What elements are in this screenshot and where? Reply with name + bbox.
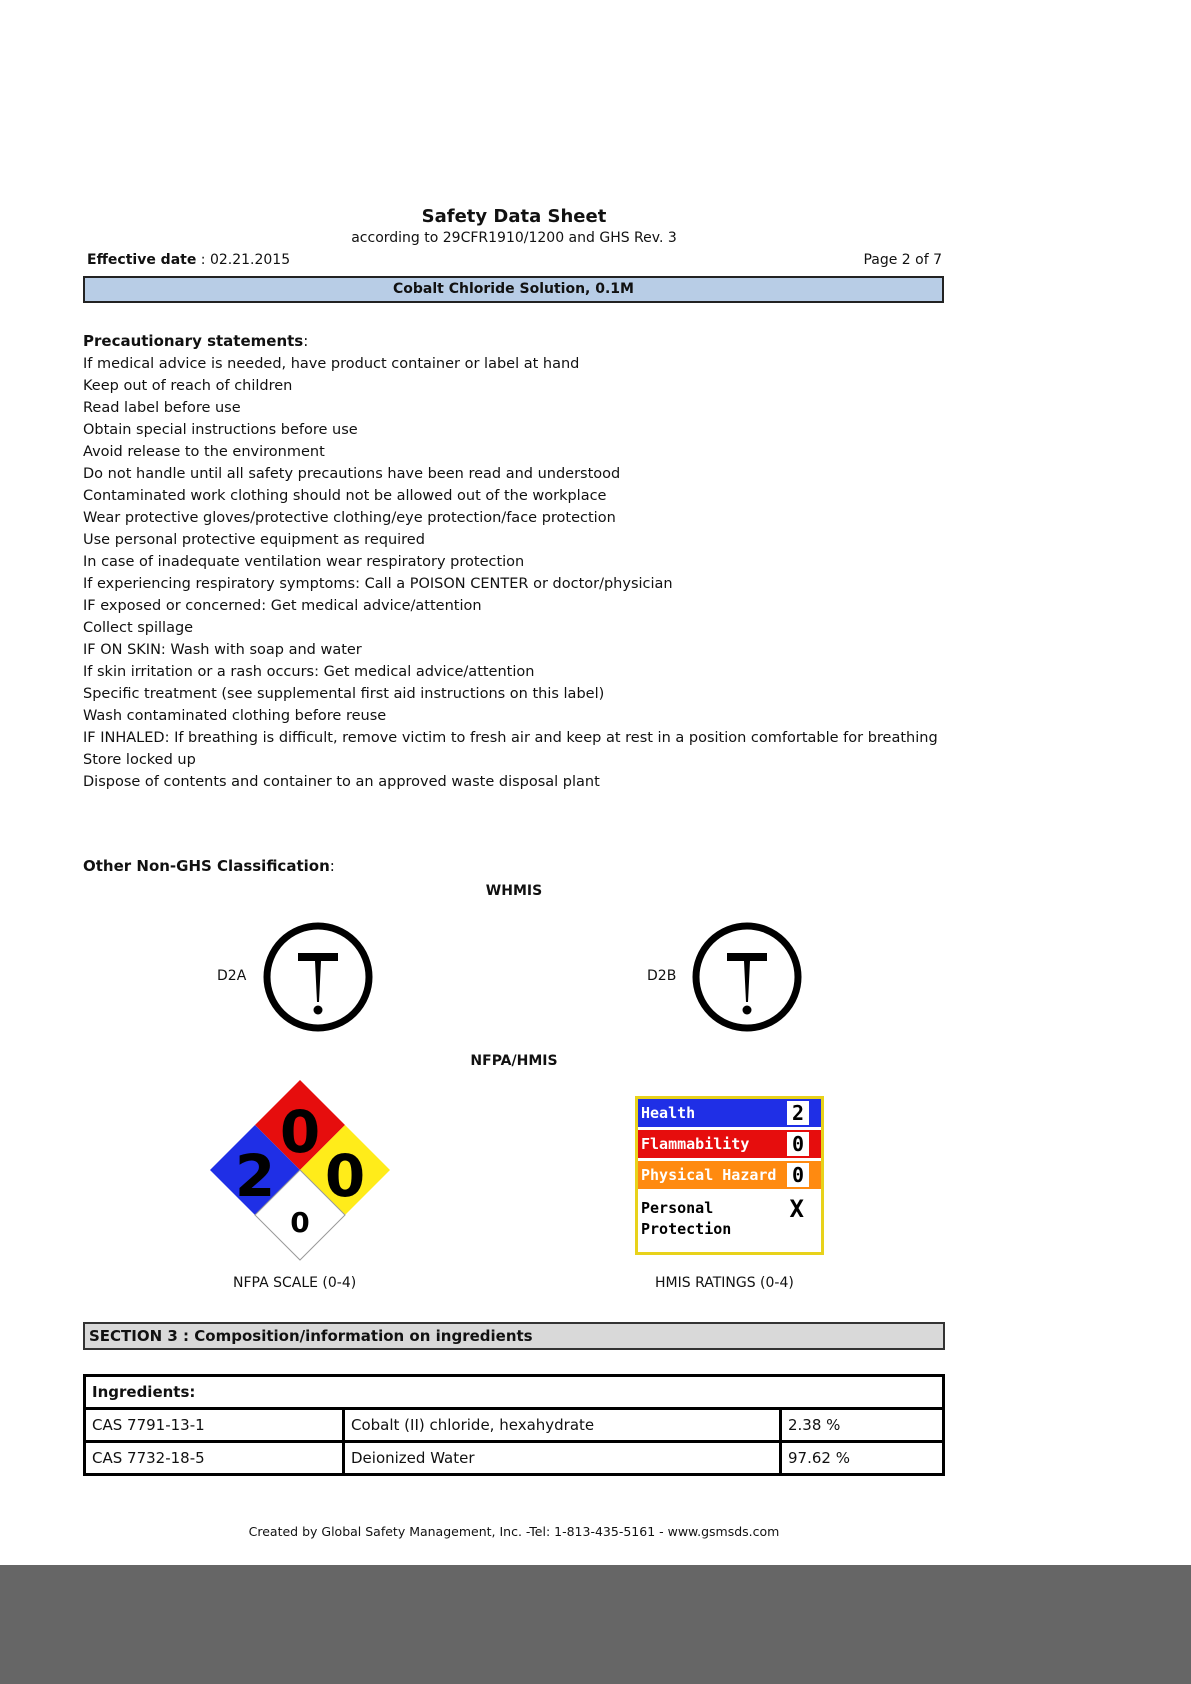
hmis-health-value: 2 xyxy=(787,1101,809,1125)
page-number: Page 2 of 7 xyxy=(863,252,942,268)
toxic-d2b-icon xyxy=(690,920,804,1034)
precautionary-list xyxy=(83,353,943,793)
hmis-pp-line-1: Personal xyxy=(641,1199,714,1217)
hmis-physical-hazard-label: Physical Hazard xyxy=(641,1166,777,1184)
hmis-flammability-row xyxy=(638,1130,821,1158)
hmis-personal-protection-label xyxy=(641,1198,731,1240)
ingredients-table xyxy=(83,1374,945,1476)
list-item: Do not handle until all safety precautions have been read and understood xyxy=(83,466,621,482)
table-row xyxy=(85,1442,944,1475)
d2a-label: D2A xyxy=(217,968,247,984)
percent-cell: 97.62 % xyxy=(781,1442,944,1475)
hmis-label-box xyxy=(635,1096,824,1255)
whmis-label: WHMIS xyxy=(485,883,543,899)
nfpa-hmis-label: NFPA/HMIS xyxy=(470,1053,558,1069)
list-item: If skin irritation or a rash occurs: Get medical advice/attention xyxy=(83,664,535,680)
product-name-bar: Cobalt Chloride Solution, 0.1M xyxy=(83,276,944,303)
other-classification-heading xyxy=(83,857,335,875)
ingredient-name-cell: Cobalt (II) chloride, hexahydrate xyxy=(344,1409,781,1442)
viewer-background-bar xyxy=(0,1565,1191,1684)
precautionary-heading-text: Precautionary statements xyxy=(83,332,304,350)
precautionary-heading xyxy=(83,332,308,350)
ingredients-heading: Ingredients: xyxy=(85,1376,944,1409)
nfpa-flammability-value: 0 xyxy=(279,1098,321,1166)
list-item: Wash contaminated clothing before reuse xyxy=(83,708,387,724)
list-item: Contaminated work clothing should not be allowed out of the workplace xyxy=(83,488,607,504)
list-item: Use personal protective equipment as required xyxy=(83,532,425,548)
toxic-dot xyxy=(314,1006,323,1015)
hmis-personal-protection-value: X xyxy=(789,1195,804,1223)
ingredient-name-cell: Deionized Water xyxy=(344,1442,781,1475)
list-item: IF INHALED: If breathing is difficult, remove victim to fresh air and keep at rest in a position comfortable for breathing xyxy=(83,730,938,746)
toxic-t-shape xyxy=(298,953,338,1002)
hmis-physical-hazard-row xyxy=(638,1161,821,1189)
nfpa-health-value: 2 xyxy=(234,1142,276,1210)
toxic-t-shape xyxy=(727,953,767,1002)
list-item: Store locked up xyxy=(83,752,196,768)
hmis-health-row xyxy=(638,1099,821,1127)
cas-cell: CAS 7791-13-1 xyxy=(85,1409,344,1442)
effective-date-label: Effective date xyxy=(87,252,197,268)
document-footer: Created by Global Safety Management, Inc. -Tel: 1-813-435-5161 - www.gsmsds.com xyxy=(248,1524,780,1539)
percent-cell: 2.38 % xyxy=(781,1409,944,1442)
hmis-flammability-label: Flammability xyxy=(641,1135,750,1153)
hmis-flammability-value: 0 xyxy=(787,1132,809,1156)
d2b-label: D2B xyxy=(647,968,677,984)
list-item: In case of inadequate ventilation wear respiratory protection xyxy=(83,554,525,570)
hmis-ratings-caption: HMIS RATINGS (0-4) xyxy=(655,1275,794,1291)
effective-date xyxy=(87,252,290,268)
list-item: Dispose of contents and container to an approved waste disposal plant xyxy=(83,774,600,790)
toxic-d2a-icon xyxy=(261,920,375,1034)
nfpa-diamond xyxy=(202,1078,398,1274)
other-classification-heading-colon: : xyxy=(329,857,335,875)
precautionary-heading-colon: : xyxy=(303,332,309,350)
list-item: Specific treatment (see supplemental first aid instructions on this label) xyxy=(83,686,605,702)
table-header-row xyxy=(85,1376,944,1409)
list-item: If experiencing respiratory symptoms: Call a POISON CENTER or doctor/physician xyxy=(83,576,673,592)
list-item: Read label before use xyxy=(83,400,241,416)
toxic-dot xyxy=(743,1006,752,1015)
list-item: If medical advice is needed, have product container or label at hand xyxy=(83,356,580,372)
section-3-header: SECTION 3 : Composition/information on ingredients xyxy=(83,1322,945,1350)
effective-date-value: : 02.21.2015 xyxy=(196,252,291,268)
list-item: Obtain special instructions before use xyxy=(83,422,358,438)
hmis-health-label: Health xyxy=(641,1104,696,1122)
table-row xyxy=(85,1409,944,1442)
nfpa-scale-caption: NFPA SCALE (0-4) xyxy=(233,1275,357,1291)
list-item: Wear protective gloves/protective clothing/eye protection/face protection xyxy=(83,510,616,526)
hmis-physical-hazard-value: 0 xyxy=(787,1163,809,1187)
nfpa-special-value: 0 xyxy=(290,1206,310,1239)
other-classification-heading-text: Other Non-GHS Classification xyxy=(83,857,330,875)
list-item: Keep out of reach of children xyxy=(83,378,293,394)
document-title: Safety Data Sheet xyxy=(421,206,607,227)
hmis-pp-line-2: Protection xyxy=(641,1220,732,1238)
list-item: IF exposed or concerned: Get medical advice/attention xyxy=(83,598,482,614)
list-item: IF ON SKIN: Wash with soap and water xyxy=(83,642,362,658)
document-subtitle: according to 29CFR1910/1200 and GHS Rev. 3 xyxy=(351,230,677,246)
nfpa-reactivity-value: 0 xyxy=(324,1142,366,1210)
cas-cell: CAS 7732-18-5 xyxy=(85,1442,344,1475)
list-item: Avoid release to the environment xyxy=(83,444,325,460)
list-item: Collect spillage xyxy=(83,620,194,636)
